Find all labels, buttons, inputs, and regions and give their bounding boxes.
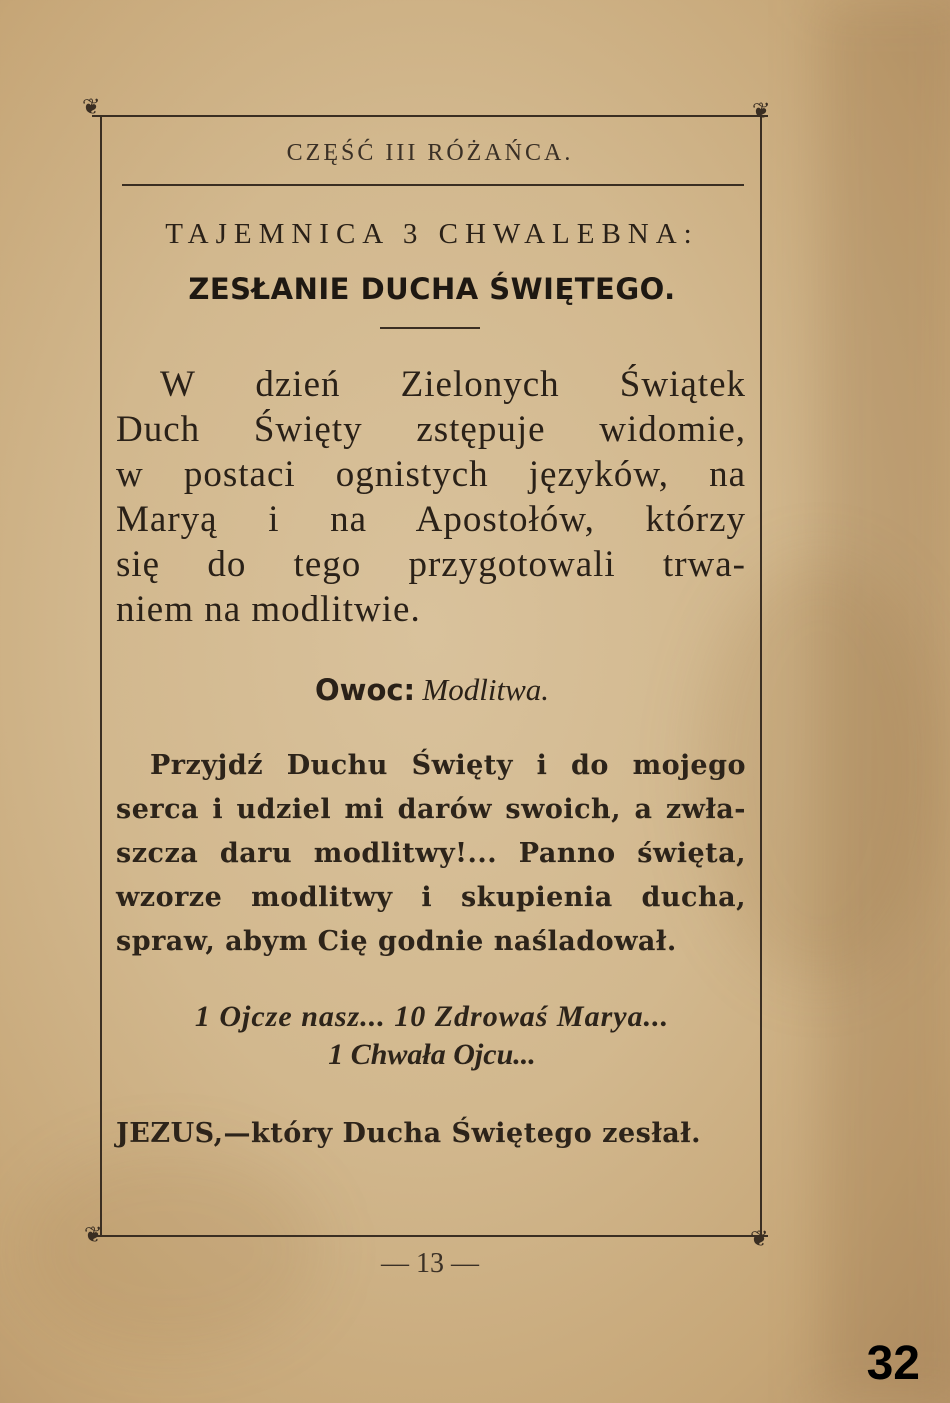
- page-number: — 13 —: [381, 1248, 479, 1279]
- text-line: serca i udziel mi darów swoich, a zwła-: [116, 794, 746, 825]
- text-line: W dzień Zielonych Świątek: [160, 364, 746, 405]
- text-line: Przyjdź Duchu Święty i do mojego: [150, 750, 746, 781]
- text-line: spraw, abym Cię godnie naśladował.: [116, 926, 677, 957]
- paper-stain: [820, 0, 950, 1403]
- fruit-line: [112, 672, 752, 708]
- corner-ornament-icon: ❦: [752, 98, 771, 123]
- frame-bottom-rule: [92, 1235, 768, 1237]
- rosary-clause: JEZUS,—który Ducha Świętego zesłał.: [116, 1118, 702, 1149]
- section-divider: [380, 327, 480, 329]
- scan-number: 32: [866, 1337, 920, 1390]
- mystery-title: TAJEMNICA 3 CHWALEBNA:: [165, 218, 699, 250]
- fruit-value: Modlitwa.: [422, 672, 549, 707]
- running-head: CZĘŚĆ III RÓŻAŃCA.: [286, 140, 574, 166]
- text-line: wzorze modlitwy i skupienia ducha,: [116, 882, 746, 913]
- mystery-subtitle: ZESŁANIE DUCHA ŚWIĘTEGO.: [188, 272, 676, 306]
- prayer-counts: [112, 998, 752, 1074]
- corner-ornament-icon: ❦: [84, 1222, 103, 1247]
- corner-ornament-icon: ❦: [82, 94, 101, 119]
- text-line: w postaci ognistych języków, na: [116, 454, 746, 495]
- counts-line: 1 Chwała Ojcu...: [328, 1038, 536, 1071]
- fruit-label: Owoc:: [315, 673, 416, 707]
- corner-ornament-icon: ❦: [750, 1226, 769, 1251]
- text-line: się do tego przygotowali trwa-: [116, 544, 746, 585]
- prayer-paragraph: [116, 744, 746, 964]
- frame-top-rule: [92, 115, 768, 117]
- header-divider: [122, 184, 744, 186]
- text-line: Maryą i na Apostołów, którzy: [116, 499, 746, 540]
- text-line: niem na modlitwie.: [116, 589, 421, 630]
- meditation-paragraph: [116, 362, 746, 632]
- counts-line: 1 Ojcze nasz... 10 Zdrowaś Marya...: [194, 1000, 670, 1033]
- text-line: Duch Święty zstępuje widomie,: [116, 409, 746, 450]
- text-line: szcza daru modlitwy!... Panno święta,: [116, 838, 746, 869]
